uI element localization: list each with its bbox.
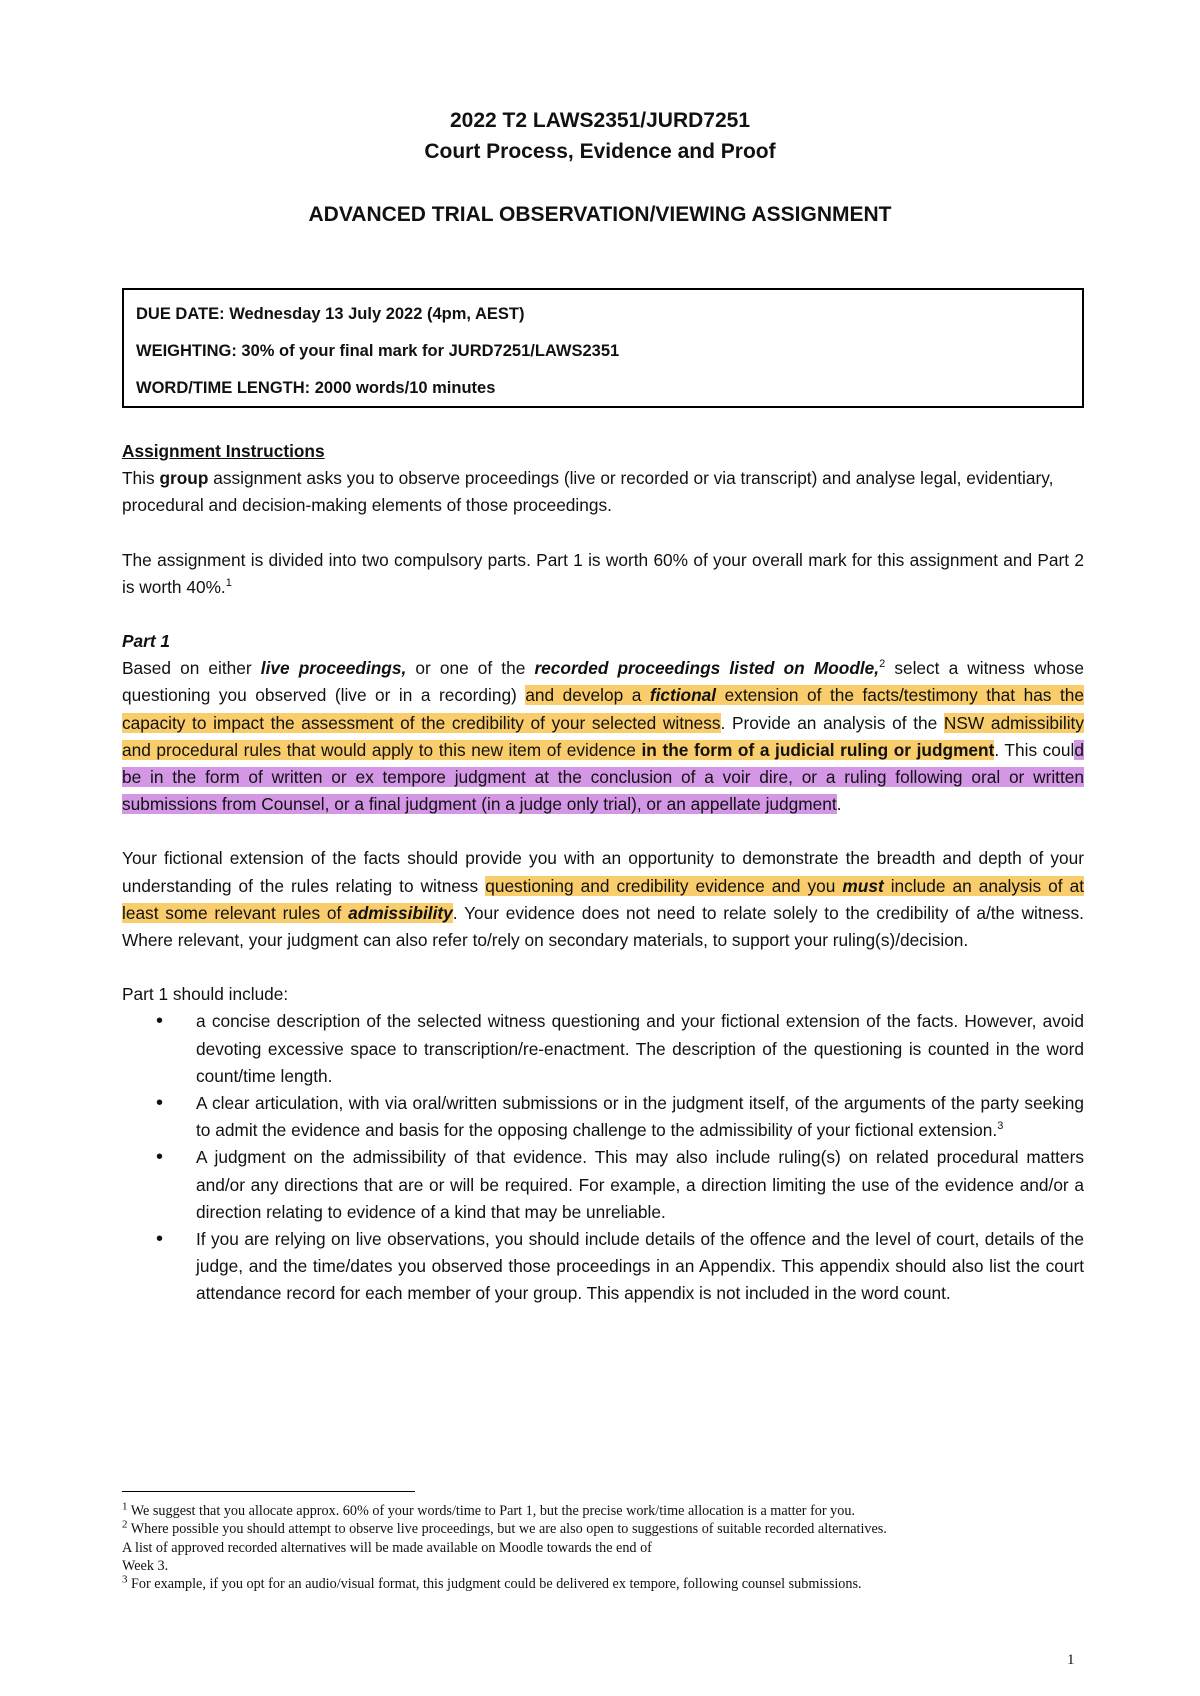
fictional-extension-paragraph: Your fictional extension of the facts should provide you with an opportunity to demonstrate the breadth and depth of your understanding of the rules relating to witness questioning and credibility evidence and you must include an analysis of at least some relevant rules of admissibility. Your evidence does not need to relate solely to the credibility of a/the witness. Where relevant, your judgment can also refer to/rely on secondary materials, to support your ruling(s)/decision. [122, 848, 1084, 951]
document-body [122, 438, 1084, 1308]
footnote-3: $^3$ For example, if you opt for an audio/visual format, this judgment could be delivered ex tempore, following counsel submissions. [122, 1573, 862, 1593]
part1-include-list [122, 1008, 1084, 1307]
course-name-title: Court Process, Evidence and Proof [424, 140, 776, 163]
part1-heading: Part 1 [122, 631, 171, 652]
list-item: • a concise description of the selected witness questioning and your fictional extension of the facts. However, avoid devoting excessive space to transcription/re-enactment. The description of the questioning is counted in the word count/time length. [122, 1008, 1084, 1090]
page-number: 1 [1067, 1652, 1075, 1668]
due-date-box [122, 288, 1084, 408]
word-length-line: WORD/TIME LENGTH: 2000 words/10 minutes [136, 379, 496, 397]
group-emphasis: group [159, 468, 209, 489]
assignment-title: ADVANCED TRIAL OBSERVATION/VIEWING ASSIGNMENT [308, 203, 892, 226]
due-date-line: DUE DATE: Wednesday 13 July 2022 (4pm, AEST) [136, 305, 525, 323]
highlight-yellow: NSW admissibility and procedural rules that would apply to this new item of evidence in the form of a judicial ruling or judgment [122, 712, 1084, 760]
footnote-ref-2: 2 [879, 658, 886, 671]
footnote-2-cont: A list of approved recorded alternatives will be made available on Moodle towards the end of [122, 1539, 652, 1556]
highlight-purple: d be in the form of written or ex tempore judgment at the conclusion of a voir dire, or a ruling following oral or written submissions from Counsel, or a final judgment (in a judge only trial), or an appellate judgment [122, 739, 1084, 815]
footnotes [122, 1502, 1084, 1593]
part1-include-heading: Part 1 should include: [122, 984, 289, 1005]
parts-paragraph: The assignment is divided into two compulsory parts. Part 1 is worth 60% of your overall mark for this assignment and Part 2 is worth 40%.$^1$ [122, 549, 1084, 597]
list-item: • If you are relying on live observations, you should include details of the offence and the level of court, details of the judge, and the time/dates you observed those proceedings in an Appendix. This appendix should also list the court attendance record for each member of your group. This appendix is not included in the word count. [122, 1226, 1084, 1308]
footnote-divider [122, 1491, 415, 1492]
footnote-2: $^2$ Where possible you should attempt to observe live proceedings, but we are also open to suggestions of suitable recorded alternatives. [122, 1518, 887, 1538]
course-code-title: 2022 T2 LAWS2351/JURD7251 [450, 109, 750, 132]
footnote-ref-3: 3 [997, 1120, 1004, 1133]
footnote-1: $^1$ We suggest that you allocate approx. 60% of your words/time to Part 1, but the precise work/time allocation is a matter for you. [122, 1500, 855, 1519]
highlight-yellow: questioning and credibility evidence and you must include an analysis of at least some relevant rules of admissibility [122, 875, 1084, 923]
list-item: • A clear articulation, with via oral/written submissions or in the judgment itself, of the arguments of the party seeking to admit the evidence and basis for the opposing challenge to the admissibility of your fictional extension.$^3$ [122, 1090, 1084, 1144]
list-item: • A judgment on the admissibility of that evidence. This may also include ruling(s) on related procedural matters and/or any directions that are or will be required. For example, a direction limiting the use of the evidence and/or a direction relating to evidence of a kind that may be unreliable. [122, 1144, 1084, 1226]
footnote-ref-1: 1 [225, 577, 232, 590]
instructions-paragraph: Assignment Instructions This group assignment asks you to observe proceedings (live or recorded or via transcript) and analyse legal, evidentiary, procedural and decision-making elements of those proceedings. [122, 441, 1054, 516]
instructions-heading: Assignment Instructions [122, 441, 325, 461]
weighting-line: WEIGHTING: 30% of your final mark for JURD7251/LAWS2351 [136, 342, 620, 360]
footnote-2-cont: Week 3. [122, 1557, 169, 1574]
highlight-yellow: and develop a fictional extension of the facts/testimony that has the capacity to impact the assessment of the credibility of your selected witness [122, 685, 1084, 733]
part1-paragraph: Part 1 Based on either live proceedings, or one of the recorded proceedings listed on Moodle,$^2$ select a witness whose questioning you observed (live or in a recording) and develop a fictional extension of the facts/testimony that has the capacity to impact the assessment of the credibility of your selected witness. Provide an analysis of the NSW admissibility and procedural rules that would apply to this new item of evidence in the form of a judicial ruling or judgment. This could be in the form of written or ex tempore judgment at the conclusion of a voir dire, or a ruling following oral or written submissions from Counsel, or a final judgment (in a judge only trial), or an appellate judgment. [122, 631, 1084, 815]
